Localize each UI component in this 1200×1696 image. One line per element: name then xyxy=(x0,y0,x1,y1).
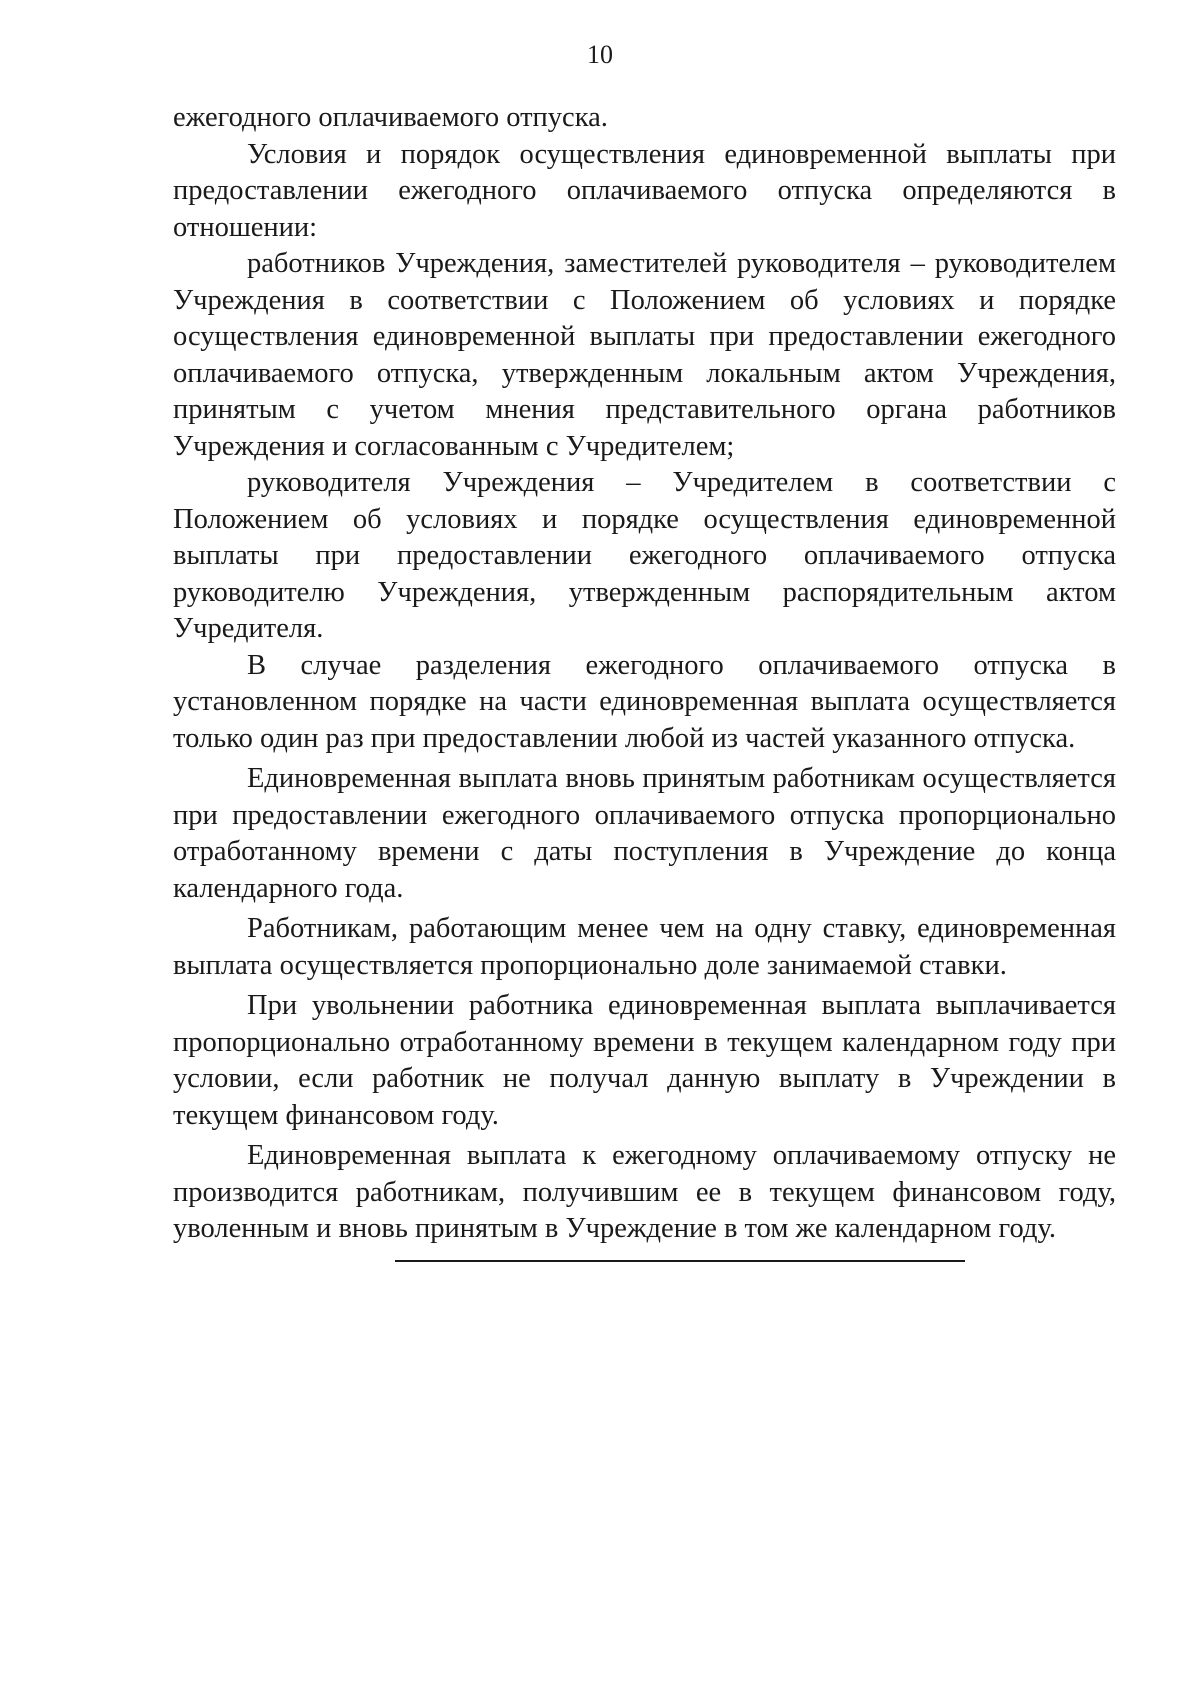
paragraph-head: руководителя Учреждения – Учредителем в соответствии с Положением об условиях и порядке осуществления единовременной выплаты при предоставлении ежегодного оплачиваемого отпуска руководителю Учреждения, утвержденным распорядительным актом Учредителя. xyxy=(173,467,1116,644)
document-body xyxy=(173,100,1116,1248)
paragraph-vacation-split: В случае разделения ежегодного оплачиваемого отпуска в установленном порядке на части единовременная выплата осуществляется только один раз при предоставлении любой из частей указанного отпуска. xyxy=(173,649,1116,754)
paragraph-continuation: ежегодного оплачиваемого отпуска. xyxy=(173,102,608,133)
paragraph-employees: работников Учреждения, заместителей руководителя – руководителем Учреждения в соответствии с Положением об условиях и порядке осуществления единовременной выплаты при предоставлении ежегодного оплачиваемого отпуска, утвержденным локальным актом Учреждения, принятым с учетом мнения представительного органа работников Учреждения и согласованным с Учредителем; xyxy=(173,248,1116,462)
paragraph-dismissal: При увольнении работника единовременная выплата выплачивается пропорционально отработанному времени в текущем календарном году при условии, если работник не получал данную выплату в Учреждении в текущем финансовом году. xyxy=(173,990,1116,1131)
paragraph-conditions: Условия и порядок осуществления единовременной выплаты при предоставлении ежегодного оплачиваемого отпуска определяются в отношении: xyxy=(173,138,1116,243)
page-number: 10 xyxy=(587,40,613,69)
end-of-text-line xyxy=(395,1260,965,1262)
paragraph-part-time: Работникам, работающим менее чем на одну ставку, единовременная выплата осуществляется пропорционально доле занимаемой ставки. xyxy=(173,913,1116,981)
paragraph-new-employees: Единовременная выплата вновь принятым работникам осуществляется при предоставлении ежегодного оплачиваемого отпуска пропорционально отработанному времени с даты поступления в Учреждение до конца календарного года. xyxy=(173,763,1116,904)
paragraph-not-paid: Единовременная выплата к ежегодному оплачиваемому отпуску не производится работникам, получившим ее в текущем финансовом году, уволенным и вновь принятым в Учреждение в том же календарном году. xyxy=(173,1140,1116,1244)
